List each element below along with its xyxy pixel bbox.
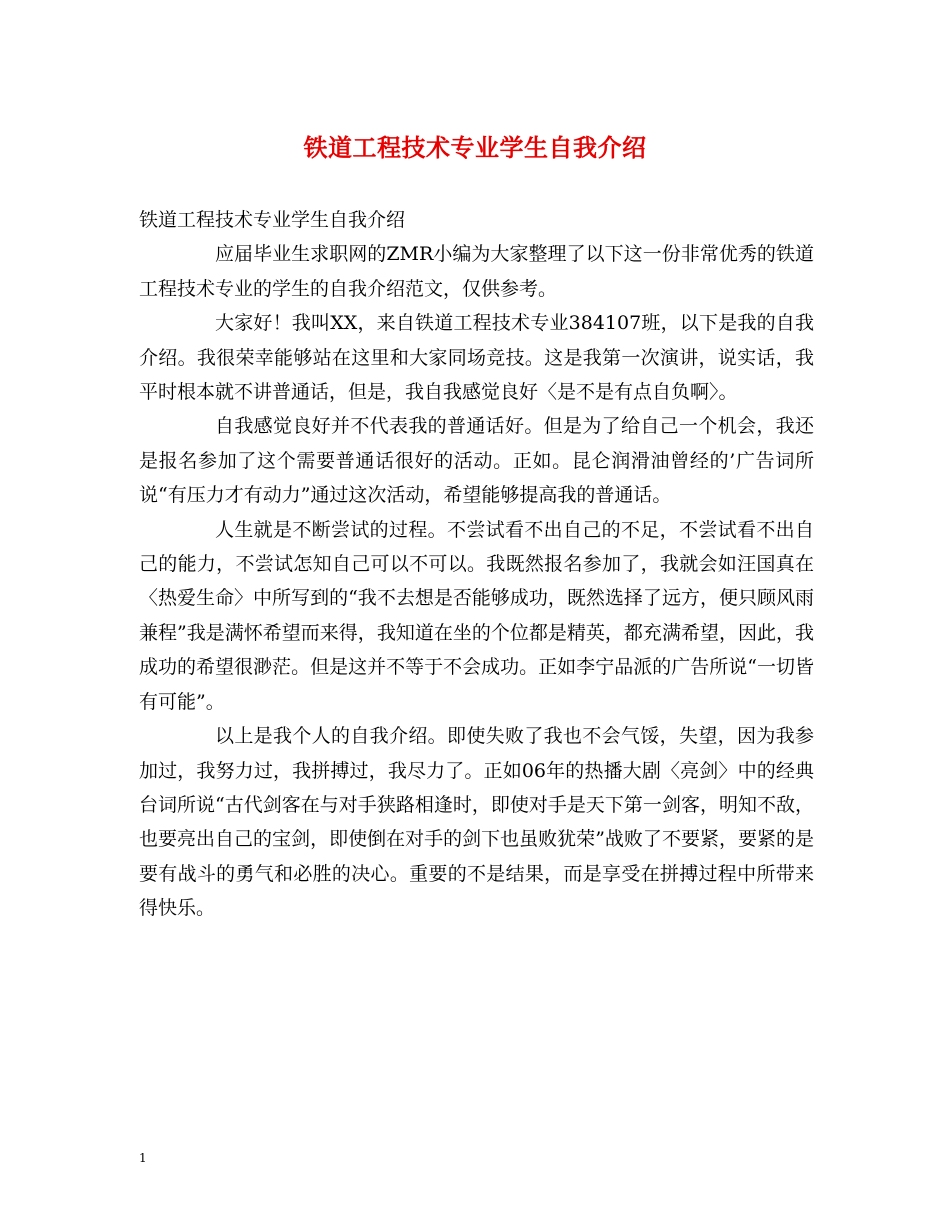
document-subtitle: 铁道工程技术专业学生自我介绍 <box>139 209 406 231</box>
paragraph: 应届毕业生求职网的ZMR小编为大家整理了以下这一份非常优秀的铁道工程技术专业的学生的自我介绍范文，仅供参考。 <box>139 243 814 300</box>
paragraph: 大家好！我叫XX，来自铁道工程技术专业384107班，以下是我的自我介绍。我很荣幸能够站在这里和大家同场竞技。这是我第一次演讲，说实话，我平时根本就不讲普通话，但是，我自我感觉良好〈是不是有点自负啊〉。 <box>139 312 814 404</box>
page-number: 1 <box>139 1151 147 1165</box>
document-title: 铁道工程技术专业学生自我介绍 <box>303 133 647 162</box>
document-body <box>139 203 814 926</box>
paragraph: 以上是我个人的自我介绍。即使失败了我也不会气馁，失望，因为我参加过，我努力过，我拼搏过，我尽力了。正如06年的热播大剧〈亮剑〉中的经典台词所说“古代剑客在与对手狭路相逢时，即使对手是天下第一剑客，明知不敌，也要亮出自己的宝剑，即使倒在对手的剑下也虽败犹荣”战败了不要紧，要紧的是要有战斗的勇气和必胜的决心。重要的不是结果，而是享受在拼搏过程中所带来得快乐。 <box>139 725 814 920</box>
paragraph: 自我感觉良好并不代表我的普通话好。但是为了给自己一个机会，我还是报名参加了这个需要普通话很好的活动。正如。昆仑润滑油曾经的’广告词所说“有压力才有动力”通过这次活动，希望能够提高我的普通话。 <box>139 415 814 507</box>
paragraph: 人生就是不断尝试的过程。不尝试看不出自己的不足，不尝试看不出自己的能力，不尝试怎知自己可以不可以。我既然报名参加了，我就会如汪国真在〈热爱生命〉中所写到的“我不去想是否能够成功，既然选择了远方，便只顾风雨兼程”我是满怀希望而来得，我知道在坐的个位都是精英，都充满希望，因此，我成功的希望很渺茫。但是这并不等于不会成功。正如李宁品派的广告所说“一切皆有可能”。 <box>139 518 814 713</box>
